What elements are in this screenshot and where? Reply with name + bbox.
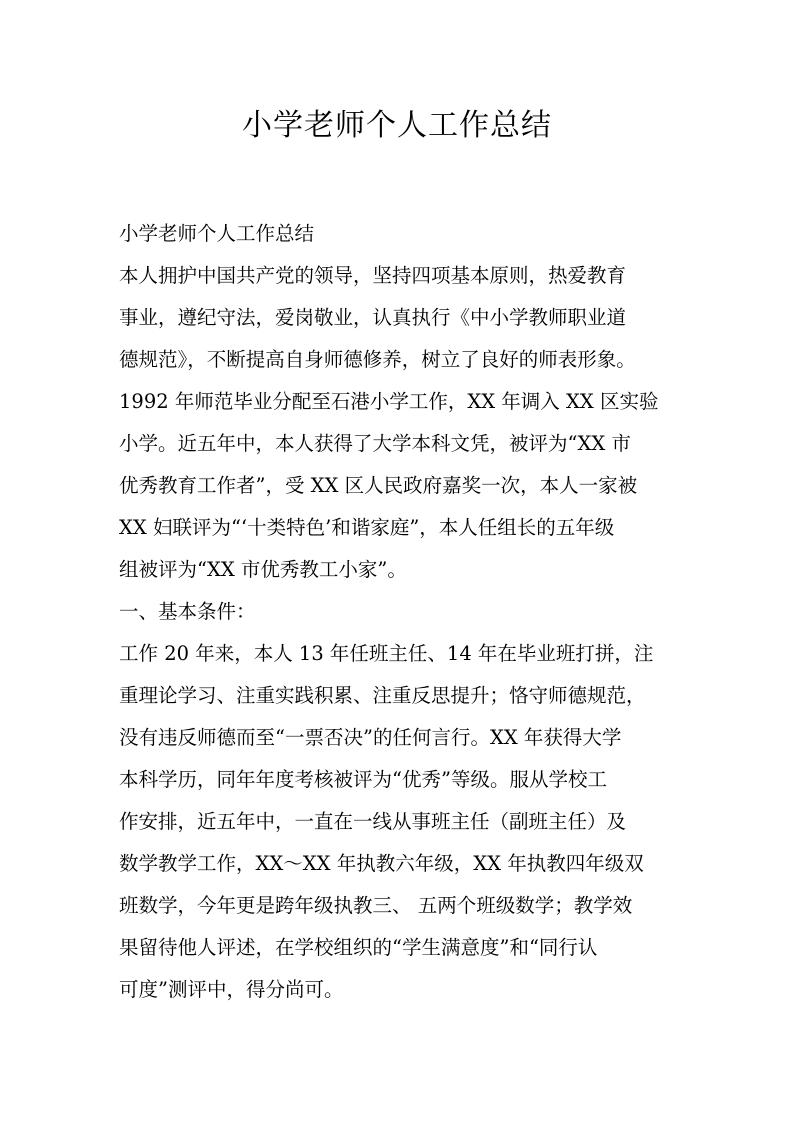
body-line: 可度”测评中，得分尚可。 <box>119 978 344 1001</box>
document-body <box>119 213 679 1011</box>
body-line: 优秀教育工作者”，受 XX 区人民政府嘉奖一次，本人一家被 <box>119 474 638 497</box>
body-line: 作安排，近五年中，一直在一线从事班主任（副班主任）及 <box>119 810 627 833</box>
body-line: 果留待他人评述，在学校组织的“学生满意度”和“同行认 <box>119 936 598 959</box>
body-line: 本科学历，同年年度考核被评为“优秀”等级。服从学校工 <box>119 768 607 791</box>
body-line: 小学。近五年中，本人获得了大学本科文凭，被评为“XX 市 <box>119 432 631 455</box>
document-title: 小学老师个人工作总结 <box>242 108 552 143</box>
body-line: 本人拥护中国共产党的领导，坚持四项基本原则，热爱教育 <box>119 264 627 287</box>
body-line: 工作 20 年来，本人 13 年任班主任、14 年在毕业班打拼，注 <box>119 642 654 665</box>
body-line: 重理论学习、注重实践积累、注重反思提升；恪守师德规范， <box>119 684 646 707</box>
body-line: XX 妇联评为“‘十类特色’和谐家庭”，本人任组长的五年级 <box>119 516 615 539</box>
body-line: 没有违反师德而至“一票否决”的任何言行。XX 年获得大学 <box>119 726 622 749</box>
body-line-subtitle: 小学老师个人工作总结 <box>119 222 315 245</box>
body-line: 组被评为“XX 市优秀教工小家”。 <box>119 558 407 581</box>
body-line: 事业，遵纪守法，爱岗敬业，认真执行《中小学教师职业道 <box>119 306 627 329</box>
body-line: 德规范》，不断提高自身师德修养，树立了良好的师表形象。 <box>119 348 636 371</box>
section-heading: 一、基本条件： <box>119 600 256 623</box>
body-line: 数学教学工作，XX～XX 年执教六年级，XX 年执教四年级双 <box>119 852 644 875</box>
body-line: 1992 年师范毕业分配至石港小学工作，XX 年调入 XX 区实验 <box>119 390 659 413</box>
body-line: 班数学，今年更是跨年级执教三、 五两个班级数学；教学效 <box>119 894 633 917</box>
